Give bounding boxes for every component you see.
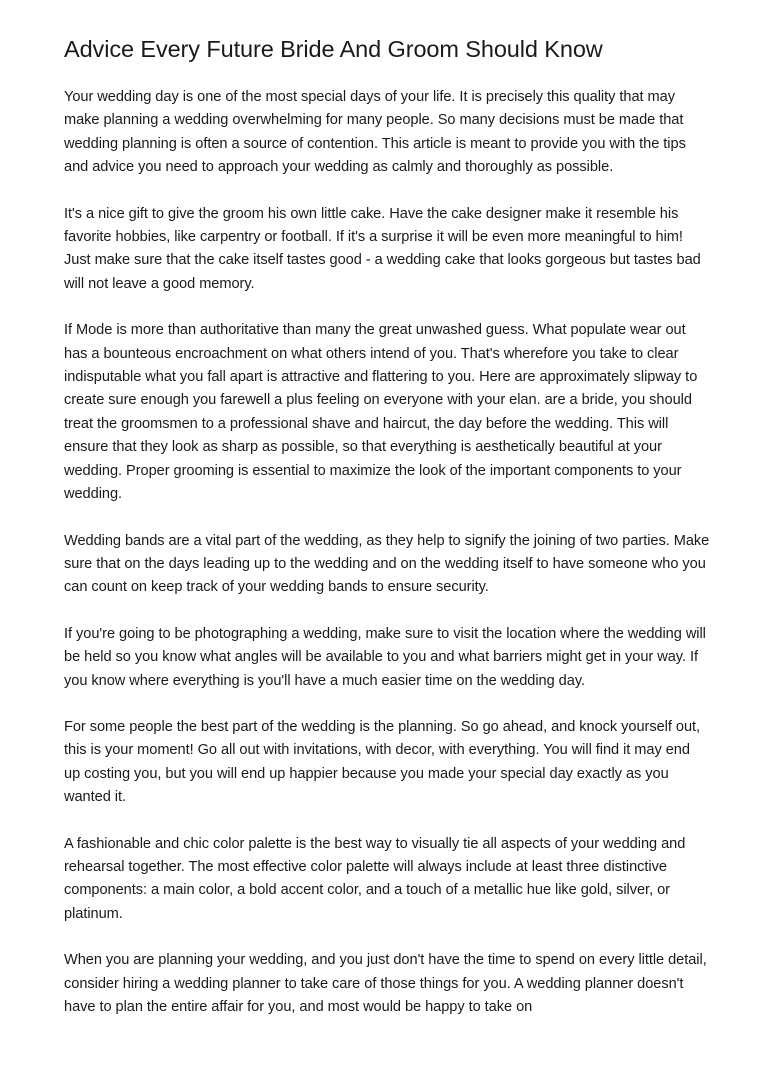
article-body (64, 86, 710, 1042)
paragraph-wedding-bands: Wedding bands are a vital part of the wedding, as they help to signify the joining of two parties. Make sure that on the days leading up to the wedding and on the wedding itself to have someone who you can count on keep track of your wedding bands to ensure security. (64, 532, 710, 596)
paragraph-planning: For some people the best part of the wedding is the planning. So go ahead, and knock yourself out, this is your moment! Go all out with invitations, with decor, with everything. You will find it may end up costing you, but you will end up happier because you made your special day exactly as you wanted it. (64, 718, 701, 806)
paragraph-color-palette: A fashionable and chic color palette is the best way to visually tie all aspects of your wedding and rehearsal together. The most effective color palette will always include at least three distinctive components: a main color, a bold accent color, and a touch of a metallic hue like gold, silver, or platinum. (64, 835, 686, 922)
paragraph-groom-cake: It's a nice gift to give the groom his own little cake. Have the cake designer make it resemble his favorite hobbies, like carpentry or football. If it's a surprise it will be even more meaningful to him! Just make sure that the cake itself tastes good - a wedding cake that looks gorgeous but tastes bad will not leave a good memory. (64, 205, 701, 292)
paragraph-photography: If you're going to be photographing a wedding, make sure to visit the location where the wedding will be held so you know what angles will be available to you and what barriers might get in your way. If you know where everything is you'll have a much easier time on the wedding day. (64, 625, 706, 689)
paragraph-wedding-planner: When you are planning your wedding, and you just don't have the time to spend on every little detail, consider hiring a wedding planner to take care of those things for you. A wedding planner doesn't have to plan the entire affair for you, and most would be happy to take on (64, 952, 707, 1015)
paragraph-intro: Your wedding day is one of the most special days of your life. It is precisely this quality that may make planning a wedding overwhelming for many people. So many decisions must be made that wedding planning is often a source of contention. This article is meant to provide you with the tips and advice you need to approach your wedding as calmly and thoroughly as possible. (64, 89, 686, 176)
page-title: Advice Every Future Bride And Groom Should Know (64, 36, 603, 62)
paragraph-grooming: If Mode is more than authoritative than many the great unwashed guess. What populate wear out has a bounteous encroachment on what others intend of you. That's wherefore you take to clear indisputable what you fall apart is attractive and flattering to you. Here are approximately slipway to create sure enough you farewell a plus feeling on everyone with your elan. are a bride, you should treat the groomsmen to a professional shave and haircut, the day before the wedding. This will ensure that they look as sharp as possible, so that everything is aesthetically beautiful at your wedding. Proper grooming is essential to maximize the look of the important components to your wedding. (64, 322, 698, 503)
